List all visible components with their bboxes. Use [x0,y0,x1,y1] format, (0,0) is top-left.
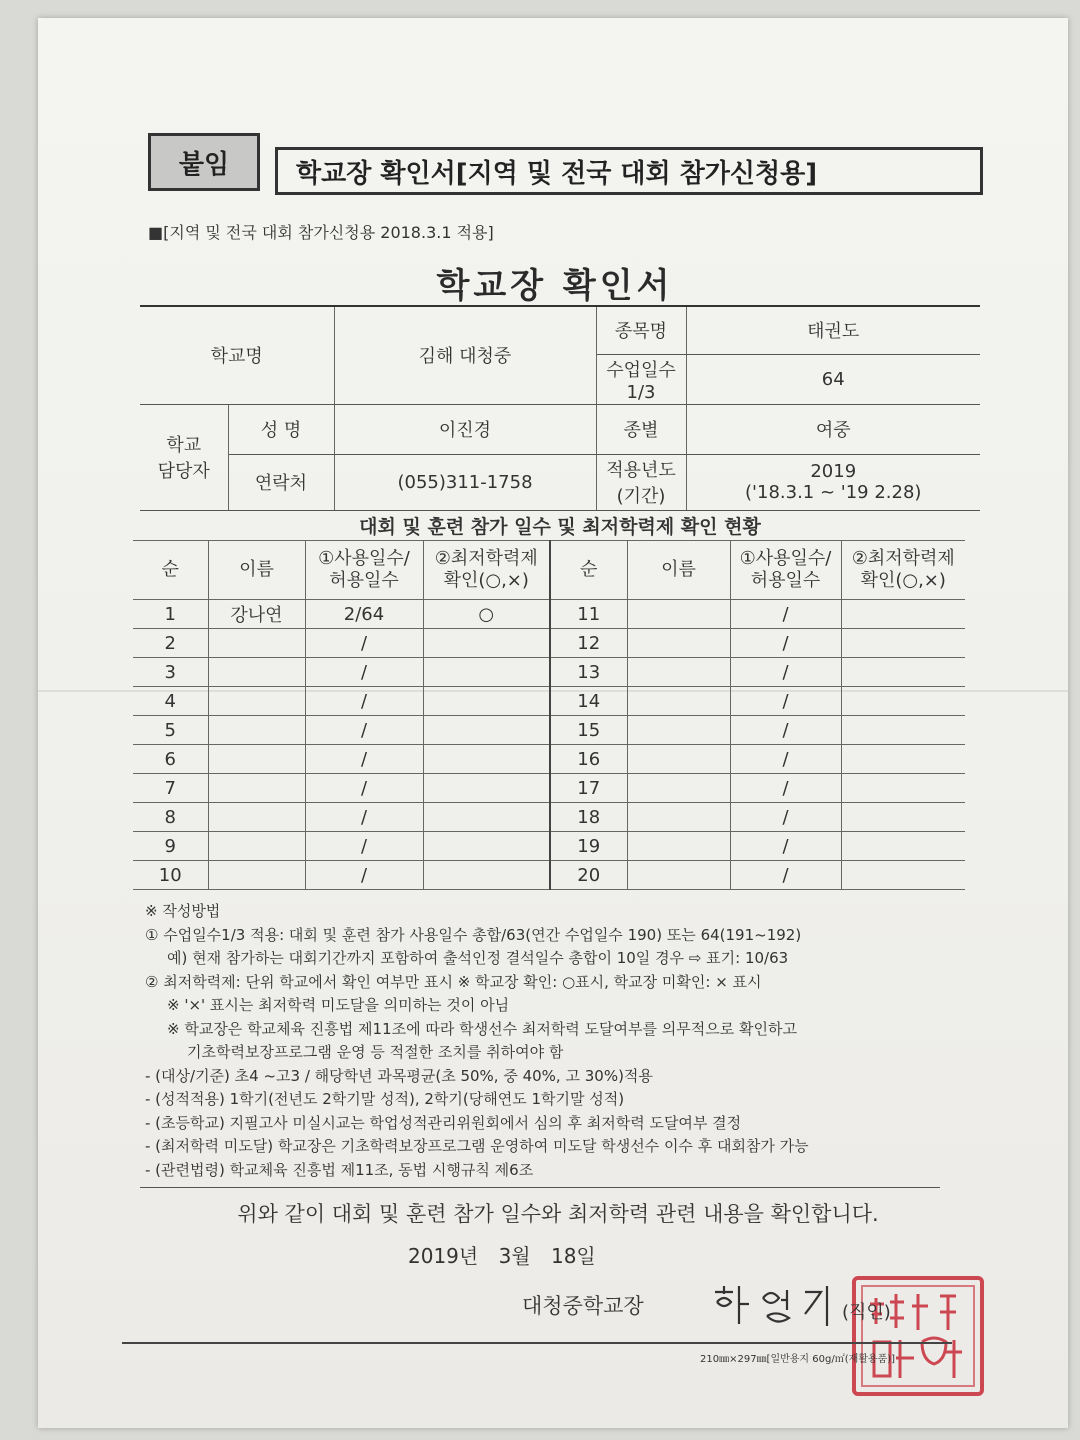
record-no: 8 [133,803,208,832]
record-no: 16 [550,745,627,774]
record-no: 19 [550,832,627,861]
table-row [133,803,965,832]
record-name [627,629,730,658]
official-seal [852,1276,984,1396]
record-days: / [305,803,423,832]
school-value: 김해 대청중 [334,306,596,404]
record-days: / [305,687,423,716]
record-no: 20 [550,861,627,890]
section-title: 대회 및 훈련 참가 일수 및 최저학력제 확인 현황 [359,516,761,538]
note-item: ※ 학교장은 학교체육 진흥법 제11조에 따라 학생선수 최저학력 도달여부를 의무적으로 확인하고 [167,1019,797,1038]
confirmation-text: 위와 같이 대회 및 훈련 참가 일수와 최저학력 관련 내용을 확인합니다. [237,1202,879,1226]
record-check [423,629,550,658]
record-name [208,687,305,716]
year-value: 2019 [810,461,857,482]
document-title: 학교장 확인서 [436,266,674,306]
record-name [627,687,730,716]
record-check [841,745,965,774]
note-item: - (관련법령) 학교체육 진흥법 제11조, 동법 시행규칙 제6조 [145,1160,534,1179]
record-check [423,658,550,687]
record-name [627,832,730,861]
record-name [208,832,305,861]
event-value: 태권도 [686,306,980,354]
record-days: / [730,832,841,861]
record-no: 18 [550,803,627,832]
staff-label-line1: 학교 [166,435,202,456]
record-days: / [305,629,423,658]
table-row [133,658,965,687]
name-value: 이진경 [334,404,596,454]
record-check [423,745,550,774]
record-check [423,832,550,861]
header-check-right [841,541,965,600]
record-no: 12 [550,629,627,658]
record-days: / [730,658,841,687]
record-no: 11 [550,600,627,629]
table-row [133,629,965,658]
record-no: 2 [133,629,208,658]
info-table [140,305,980,511]
record-name [208,658,305,687]
record-no: 4 [133,687,208,716]
record-name [208,745,305,774]
staff-label-line2: 담당자 [157,461,210,482]
record-days: / [305,716,423,745]
record-check [423,774,550,803]
days-value: 64 [686,354,980,404]
note-item: - (초등학교) 지필고사 미실시교는 학업성적관리위원회에서 심의 후 최저학력 도달여부 결정 [145,1113,742,1132]
note-heading: ※ 작성방법 [145,902,221,920]
record-no: 13 [550,658,627,687]
record-check [841,600,965,629]
record-name [627,861,730,890]
record-days: 2/64 [305,600,423,629]
record-no: 6 [133,745,208,774]
record-check [841,774,965,803]
record-no: 9 [133,832,208,861]
issue-date: 2019년 3월 18일 [408,1244,596,1268]
record-check [841,803,965,832]
record-days: / [730,861,841,890]
header-days-right [730,541,841,600]
record-name [627,745,730,774]
record-name [627,658,730,687]
note-item: - (성적적용) 1학기(전년도 2학기말 성적), 2학기(당해연도 1학기말 성적) [145,1090,625,1108]
writing-notes [145,900,965,1182]
record-days: / [730,600,841,629]
header-check [423,541,550,600]
record-no: 17 [550,774,627,803]
record-days: / [305,658,423,687]
handwritten-signature [705,1280,855,1330]
header-check-right-line1: ②최저학력제 [851,548,955,569]
applies-note: ■[지역 및 전국 대회 참가신청용 2018.3.1 적용] [148,223,494,242]
table-row [133,687,965,716]
header-no: 순 [133,541,208,600]
record-check [841,629,965,658]
table-row [133,861,965,890]
year-label [596,454,686,510]
school-label: 학교명 [140,306,334,404]
header-days-right-line2: 허용일수 [750,570,821,591]
seal-label: (직인) [842,1302,891,1323]
record-name [208,716,305,745]
header-check-line2: 확인(○,×) [443,570,529,591]
year-value-cell [686,454,980,510]
contact-label: 연락처 [228,454,334,510]
days-label-line1: 수업일수 [606,359,676,381]
record-no: 15 [550,716,627,745]
principal-name: 대청중학교장 [522,1294,644,1318]
table-row [133,774,965,803]
record-days: / [305,832,423,861]
records-header-row [133,541,965,600]
record-no: 10 [133,861,208,890]
record-check [423,716,550,745]
event-label: 종목명 [596,306,686,354]
contact-value: (055)311-1758 [334,454,596,510]
table-row [133,832,965,861]
record-name [627,600,730,629]
record-check [841,832,965,861]
header-check-line1: ②최저학력제 [434,548,538,569]
header-check-right-line2: 확인(○,×) [860,570,946,591]
record-days: / [305,745,423,774]
name-label: 성 명 [228,404,334,454]
type-label: 종별 [596,404,686,454]
record-no: 14 [550,687,627,716]
days-label-line2: 1/3 [626,381,656,403]
record-check [841,861,965,890]
record-days: / [730,716,841,745]
header-days-right-line1: ①사용일수/ [739,548,832,569]
record-check: ○ [423,600,550,629]
record-check [423,861,550,890]
note-item: 예) 현재 참가하는 대회기간까지 포함하여 출석인정 결석일수 총합이 10일 경우 ⇨ 표기: 10/63 [167,949,789,967]
paper-spec: 210㎜×297㎜[일반용지 60g/㎡(재활용품)] [700,1354,896,1365]
record-days: / [730,687,841,716]
note-item: - (대상/기준) 초4 ~고3 / 해당학년 과목평균(초 50%, 중 40%, 고 30%)적용 [145,1066,653,1085]
record-name: 강나연 [208,600,305,629]
record-check [423,687,550,716]
record-days: / [305,861,423,890]
record-name [627,803,730,832]
header-name-right: 이름 [627,541,730,600]
footer-divider [122,1342,952,1344]
record-name [208,861,305,890]
record-no: 5 [133,716,208,745]
record-no: 1 [133,600,208,629]
record-check [841,658,965,687]
year-label-line2: (기간) [616,486,666,507]
record-name [627,774,730,803]
attachment-banner: 학교장 확인서[지역 및 전국 대회 참가신청용] [275,147,983,195]
record-check [841,687,965,716]
header-days-line2: 허용일수 [329,570,399,591]
record-name [627,716,730,745]
record-no: 3 [133,658,208,687]
header-no-right: 순 [550,541,627,600]
note-item: ① 수업일수1/3 적용: 대회 및 훈련 참가 사용일수 총합/63(연간 수업일수 190) 또는 64(191~192) [145,925,802,944]
note-item: - (최저학력 미도달) 학교장은 기초학력보장프로그램 운영하여 미도달 학생선수 이수 후 대회참가 가능 [145,1137,809,1155]
bleed-through-marks-lower [0,1140,40,1340]
note-item: ② 최저학력제: 단위 학교에서 확인 여부만 표시 ※ 학교장 확인: ○표시, 학교장 미확인: × 표시 [145,972,762,991]
record-name [208,774,305,803]
record-no: 7 [133,774,208,803]
table-row [133,600,965,629]
table-row [133,716,965,745]
days-label [596,354,686,404]
period-value: ('18.3.1 ~ '19 2.28) [745,482,922,503]
year-label-line1: 적용년도 [606,460,676,481]
header-name: 이름 [208,541,305,600]
attachment-tag: 붙임 [148,133,260,191]
staff-label [140,404,228,510]
note-item: ※ '×' 표시는 최저학력 미도달을 의미하는 것이 아님 [167,996,510,1014]
table-row [133,745,965,774]
record-check [423,803,550,832]
note-item: 기초학력보장프로그램 운영 등 적절한 조치를 취하여야 함 [187,1043,564,1061]
record-days: / [305,774,423,803]
record-days: / [730,629,841,658]
records-table [133,540,965,890]
record-name [208,629,305,658]
type-value: 여중 [686,404,980,454]
record-name [208,803,305,832]
record-days: / [730,774,841,803]
record-days: / [730,745,841,774]
record-days: / [730,803,841,832]
header-days-line1: ①사용일수/ [318,548,410,569]
header-days [305,541,423,600]
record-check [841,716,965,745]
divider [140,1187,940,1188]
